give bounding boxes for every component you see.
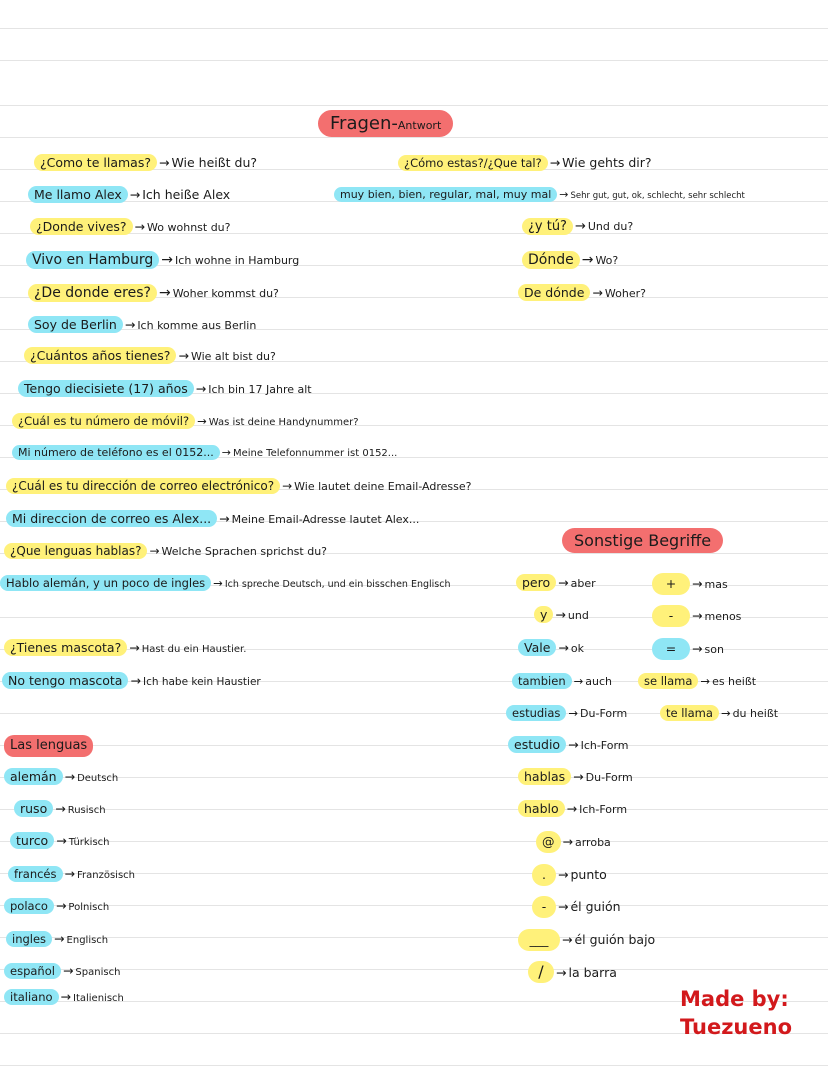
language-es: ruso — [14, 800, 53, 817]
language-es: turco — [10, 832, 54, 849]
language-row — [4, 961, 120, 983]
qa-es: ¿De donde eres? — [28, 284, 157, 302]
term-es: hablo — [518, 800, 565, 817]
arrow-icon: → — [558, 867, 569, 882]
arrow-icon: → — [573, 769, 584, 784]
language-es: español — [4, 963, 61, 979]
symbol-de: la barra — [568, 965, 617, 980]
title-dash: - — [391, 113, 398, 134]
term-de: Ich-Form — [579, 803, 628, 816]
qa-es: ¿y tú? — [522, 218, 573, 235]
arrow-icon: → — [282, 479, 293, 493]
qa-de: Wie gehts dir? — [562, 155, 652, 170]
arrow-icon: → — [700, 674, 711, 688]
arrow-icon: → — [129, 640, 140, 655]
term-de: aber — [570, 577, 596, 590]
arrow-icon: → — [581, 252, 594, 268]
arrow-icon: → — [555, 607, 566, 622]
language-de: Englisch — [66, 935, 109, 946]
term-de: es heißt — [712, 675, 757, 688]
arrow-icon: → — [221, 446, 231, 459]
qa-es: ¿Cuál es tu número de móvil? — [12, 413, 195, 429]
term-de: du heißt — [732, 707, 779, 720]
language-row — [4, 767, 118, 789]
term-de: ok — [570, 642, 584, 655]
qa-es: Soy de Berlin — [28, 316, 123, 333]
language-row — [14, 799, 106, 821]
arrow-icon: → — [556, 965, 567, 980]
symbol-row — [532, 896, 621, 918]
qa-row — [4, 638, 246, 660]
qa-de: Ich habe kein Haustier — [142, 676, 261, 688]
qa-row — [26, 250, 299, 271]
dash-icon: - — [532, 896, 556, 918]
qa-row — [518, 283, 646, 304]
arrow-icon: → — [161, 252, 174, 268]
arrow-icon: → — [692, 576, 703, 591]
arrow-icon: → — [568, 737, 579, 752]
qa-de: Hast du ein Haustier. — [141, 644, 247, 655]
qa-row — [522, 250, 618, 271]
language-es: italiano — [4, 989, 59, 1005]
term-row — [506, 703, 627, 724]
title-fragen-antwort — [318, 110, 453, 137]
qa-de: Woher? — [604, 287, 646, 300]
symbol-de: él guión bajo — [574, 932, 656, 947]
arrow-icon: → — [64, 866, 75, 881]
qa-de: Wie alt bist du? — [190, 350, 276, 363]
qa-row — [24, 346, 276, 367]
qa-row — [334, 185, 745, 206]
term-es: tambien — [512, 673, 572, 689]
language-es: francés — [8, 866, 63, 882]
arrow-icon: → — [124, 317, 136, 332]
arrow-icon: → — [549, 155, 561, 170]
qa-es: Mi número de teléfono es el 0152... — [12, 445, 220, 460]
slash-icon: / — [528, 961, 554, 983]
qa-de: Wie lautet deine Email-Adresse? — [294, 480, 472, 493]
qa-row — [12, 411, 359, 433]
term-de: Ich-Form — [580, 739, 629, 752]
term-de: mas — [704, 578, 728, 591]
language-de: Spanisch — [75, 967, 121, 978]
qa-de: Wo? — [595, 254, 619, 267]
qa-es: Vivo en Hamburg — [26, 251, 159, 269]
term-row — [660, 703, 778, 724]
at-icon: @ — [536, 831, 561, 853]
qa-de: Meine Email-Adresse lautet Alex... — [231, 513, 420, 526]
symbol-row — [518, 929, 655, 951]
arrow-icon: → — [568, 706, 579, 720]
arrow-icon: → — [195, 381, 207, 396]
qa-row — [12, 443, 397, 464]
qa-es: Dónde — [522, 251, 580, 269]
qa-es: ¿Cuántos años tienes? — [24, 347, 176, 364]
arrow-icon: → — [558, 575, 569, 590]
qa-row — [30, 217, 231, 238]
term-de: Du-Form — [585, 771, 633, 784]
signature-line-2: Tuezueno — [680, 1015, 793, 1039]
symbol-row — [536, 831, 611, 853]
term-es: estudio — [508, 736, 566, 753]
language-es: ingles — [6, 931, 52, 947]
term-es: hablas — [518, 768, 571, 785]
qa-es: ¿Donde vives? — [30, 218, 133, 235]
term-row — [512, 671, 612, 692]
qa-row — [34, 153, 257, 173]
arrow-icon: → — [562, 932, 573, 947]
symbol-de: él guión — [570, 899, 621, 914]
qa-row — [28, 315, 256, 336]
arrow-icon: → — [55, 898, 67, 913]
term-row — [508, 735, 629, 756]
arrow-icon: → — [56, 833, 67, 848]
qa-es: ¿Cuál es tu dirección de correo electrónico? — [6, 478, 280, 494]
term-row — [516, 573, 596, 594]
arrow-icon: → — [592, 285, 603, 300]
underscore-icon: ___ — [518, 929, 560, 951]
term-es: = — [652, 638, 690, 660]
qa-row — [6, 509, 419, 530]
arrow-icon: → — [134, 219, 146, 234]
term-row — [638, 671, 756, 692]
qa-row — [0, 573, 451, 595]
qa-row — [28, 185, 230, 205]
language-es: alemán — [4, 768, 63, 785]
arrow-icon: → — [64, 769, 76, 784]
term-es: - — [652, 605, 690, 627]
title-las-lenguas: Las lenguas — [4, 735, 93, 757]
term-es: pero — [516, 574, 556, 591]
term-row — [518, 767, 633, 788]
symbol-de: punto — [570, 867, 607, 882]
term-row — [652, 605, 741, 627]
language-row — [4, 987, 124, 1009]
arrow-icon: → — [129, 187, 141, 202]
qa-row — [398, 153, 652, 173]
term-es: se llama — [638, 673, 698, 689]
symbol-row — [528, 961, 617, 983]
qa-row — [28, 283, 279, 304]
term-es: Vale — [518, 639, 556, 656]
title-sonstige-text: Sonstige Begriffe — [574, 531, 712, 550]
qa-de: Welche Sprachen sprichst du? — [161, 545, 327, 558]
arrow-icon: → — [558, 640, 569, 655]
qa-es: Hablo alemán, y un poco de ingles — [0, 575, 211, 591]
qa-es: No tengo mascota — [2, 672, 128, 689]
title-fragen-main: Fragen — [330, 113, 392, 134]
term-row — [518, 638, 584, 659]
language-row — [4, 896, 109, 918]
qa-es: muy bien, bien, regular, mal, muy mal — [334, 187, 557, 202]
arrow-icon: → — [213, 576, 223, 590]
term-es: + — [652, 573, 690, 595]
qa-es: De dónde — [518, 284, 590, 301]
language-de: Türkisch — [68, 837, 110, 848]
arrow-icon: → — [197, 414, 207, 428]
arrow-icon: → — [62, 963, 74, 978]
qa-es: Me llamo Alex — [28, 186, 128, 203]
qa-de: Was ist deine Handynummer? — [208, 417, 359, 428]
qa-de: Ich spreche Deutsch, und ein bisschen Englisch — [224, 579, 451, 590]
arrow-icon: → — [574, 219, 586, 234]
language-de: Polnisch — [68, 902, 110, 913]
symbol-row — [532, 864, 607, 886]
qa-de: Sehr gut, gut, ok, schlecht, sehr schlecht — [570, 191, 745, 201]
arrow-icon: → — [219, 511, 230, 526]
qa-es: Mi direccion de correo es Alex... — [6, 510, 217, 527]
arrow-icon: → — [54, 931, 65, 946]
term-row — [534, 605, 589, 626]
qa-de: Woher kommst du? — [172, 287, 279, 300]
qa-es: ¿Tienes mascota? — [4, 639, 127, 656]
qa-de: Wie heißt du? — [171, 155, 257, 170]
signature-line-1: Made by: — [680, 987, 789, 1011]
arrow-icon: → — [60, 989, 71, 1004]
term-de: auch — [585, 675, 612, 688]
arrow-icon: → — [178, 348, 189, 363]
signature — [680, 985, 792, 1041]
term-row — [652, 573, 728, 595]
language-de: Französisch — [77, 870, 136, 881]
qa-row — [18, 379, 312, 400]
arrow-icon: → — [559, 188, 569, 201]
term-de: son — [704, 643, 724, 656]
qa-de: Ich bin 17 Jahre alt — [208, 383, 312, 396]
title-sonstige-begriffe — [562, 528, 723, 553]
language-row — [6, 929, 108, 951]
arrow-icon: → — [558, 899, 569, 914]
language-de: Rusisch — [67, 805, 106, 816]
arrow-icon: → — [158, 285, 171, 301]
qa-es: ¿Como te llamas? — [34, 154, 157, 171]
qa-row — [2, 671, 261, 692]
qa-row — [6, 476, 471, 497]
term-de: und — [567, 609, 589, 622]
arrow-icon: → — [562, 834, 573, 849]
qa-de: Und du? — [587, 220, 634, 233]
term-de: Du-Form — [580, 707, 628, 720]
arrow-icon: → — [158, 155, 170, 170]
arrow-icon: → — [573, 674, 584, 688]
language-row — [8, 864, 135, 886]
dot-icon: . — [532, 864, 556, 886]
term-es: y — [534, 606, 553, 623]
language-de: Deutsch — [77, 773, 119, 784]
qa-es: ¿Cómo estas?/¿Que tal? — [398, 155, 548, 171]
term-es: estudias — [506, 705, 566, 721]
qa-de: Meine Telefonnummer ist 0152... — [232, 448, 398, 459]
language-row — [10, 831, 110, 853]
qa-row — [4, 541, 327, 562]
qa-de: Ich heiße Alex — [142, 187, 231, 202]
language-es: polaco — [4, 898, 54, 914]
arrow-icon: → — [692, 608, 703, 623]
language-de: Italienisch — [73, 993, 124, 1004]
symbol-de: arroba — [574, 836, 611, 849]
title-fragen-sub: Antwort — [397, 119, 442, 132]
arrow-icon: → — [130, 673, 141, 688]
arrow-icon: → — [149, 544, 160, 558]
qa-de: Wo wohnst du? — [147, 221, 231, 234]
term-row — [518, 799, 627, 820]
arrow-icon: → — [55, 801, 66, 816]
qa-es: Tengo diecisiete (17) años — [18, 380, 194, 397]
qa-de: Ich wohne in Hamburg — [175, 254, 300, 267]
term-de: menos — [704, 610, 742, 623]
arrow-icon: → — [720, 706, 731, 720]
arrow-icon: → — [692, 641, 703, 656]
qa-row — [522, 217, 633, 237]
term-row — [652, 638, 724, 660]
arrow-icon: → — [566, 801, 578, 816]
qa-de: Ich komme aus Berlin — [137, 319, 257, 332]
qa-es: ¿Que lenguas hablas? — [4, 543, 147, 559]
term-es: te llama — [660, 705, 719, 721]
